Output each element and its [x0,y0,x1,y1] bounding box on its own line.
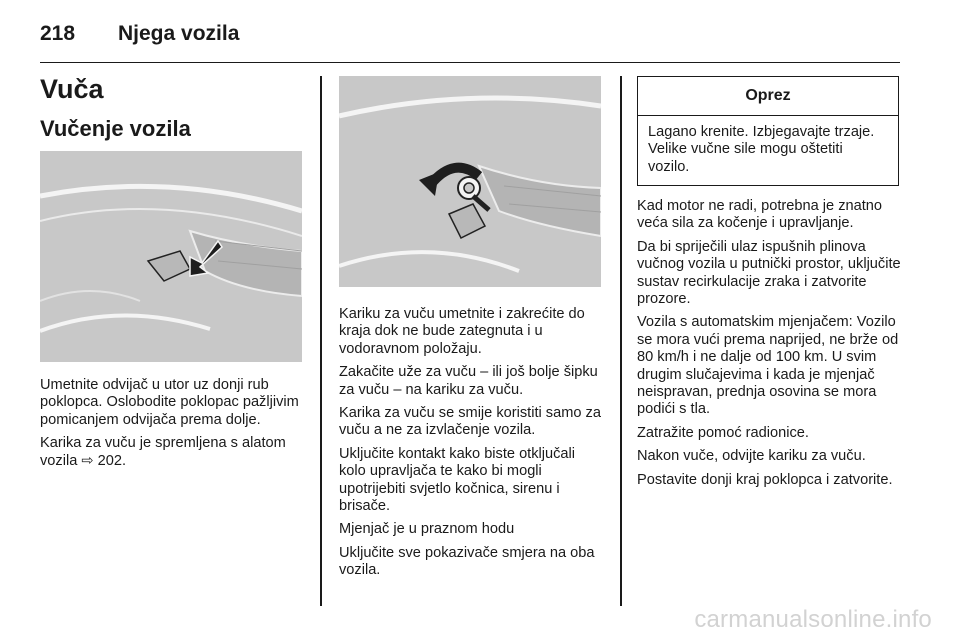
caution-text: Lagano krenite. Izbjegavajte trzaje. Velike vučne sile mogu oštetiti vozilo. [648,124,875,175]
tow-eye-drawing [339,76,601,287]
page-header [40,16,900,63]
tow-eye-illustration [339,76,601,287]
paragraph: Zatražite pomoć radionice. [637,424,809,441]
subsection-title: Vučenje vozila [40,116,191,141]
bumper-cover-illustration [40,151,302,362]
watermark: carmanualsonline.info [694,606,932,633]
caution-box [637,76,899,186]
paragraph: Nakon vuče, odvijte kariku za vuču. [637,448,866,465]
section-title: Vuča [40,74,104,104]
paragraph: Mjenjač je u praznom hodu [339,521,515,538]
middle-column-text [339,306,604,586]
chapter-title: Njega vozila [118,22,240,45]
paragraph: Umetnite odvijač u utor uz donji rub poklopca. Oslobodite poklopac pažljivim pomicanjem odvijača prema dolje. [40,377,299,428]
page-number: 218 [40,22,76,45]
paragraph: Kariku za vuču umetnite i zakrećite do kraja dok ne bude zategnuta i u vodoravnom položaju. [339,306,585,357]
paragraph: Da bi spriječili ulaz ispušnih plinova vučnog vozila u putnički prostor, uključite sustav recirkulacije zraka i zatvorite prozore. [637,238,901,308]
paragraph: Karika za vuču je spremljena s alatom vozila ⇨ 202. [40,435,286,469]
paragraph: Uključite kontakt kako biste otključali kolo upravljača te kako bi mogli upotrijebiti svjetlo kočnica, sirenu i brisače. [339,445,576,515]
paragraph: Postavite donji kraj poklopca i zatvorite. [637,471,893,488]
right-column-text [637,198,902,495]
column-divider-left [320,76,322,606]
paragraph: Kad motor ne radi, potrebna je znatno veća sila za kočenje i upravljanje. [637,198,883,232]
paragraph: Karika za vuču se smije koristiti samo za vuču a ne za izvlačenje vozila. [339,405,601,439]
column-divider-right [620,76,622,606]
left-column-text [40,377,305,476]
paragraph: Vozila s automatskim mjenjačem: Vozilo se mora vući prema naprijed, ne brže od 80 km/h i ne dalje od 100 km. U svim drugim slučajevima i kada je mjenjač neispravan, prednja osovina se mora podići s tla. [637,314,899,418]
bumper-cover-drawing [40,151,302,362]
paragraph: Uključite sve pokazivače smjera na oba vozila. [339,544,595,579]
paragraph: Zakačite uže za vuču – ili još bolje šipku za vuču – na kariku za vuču. [339,364,598,398]
caution-title: Oprez [638,77,898,116]
